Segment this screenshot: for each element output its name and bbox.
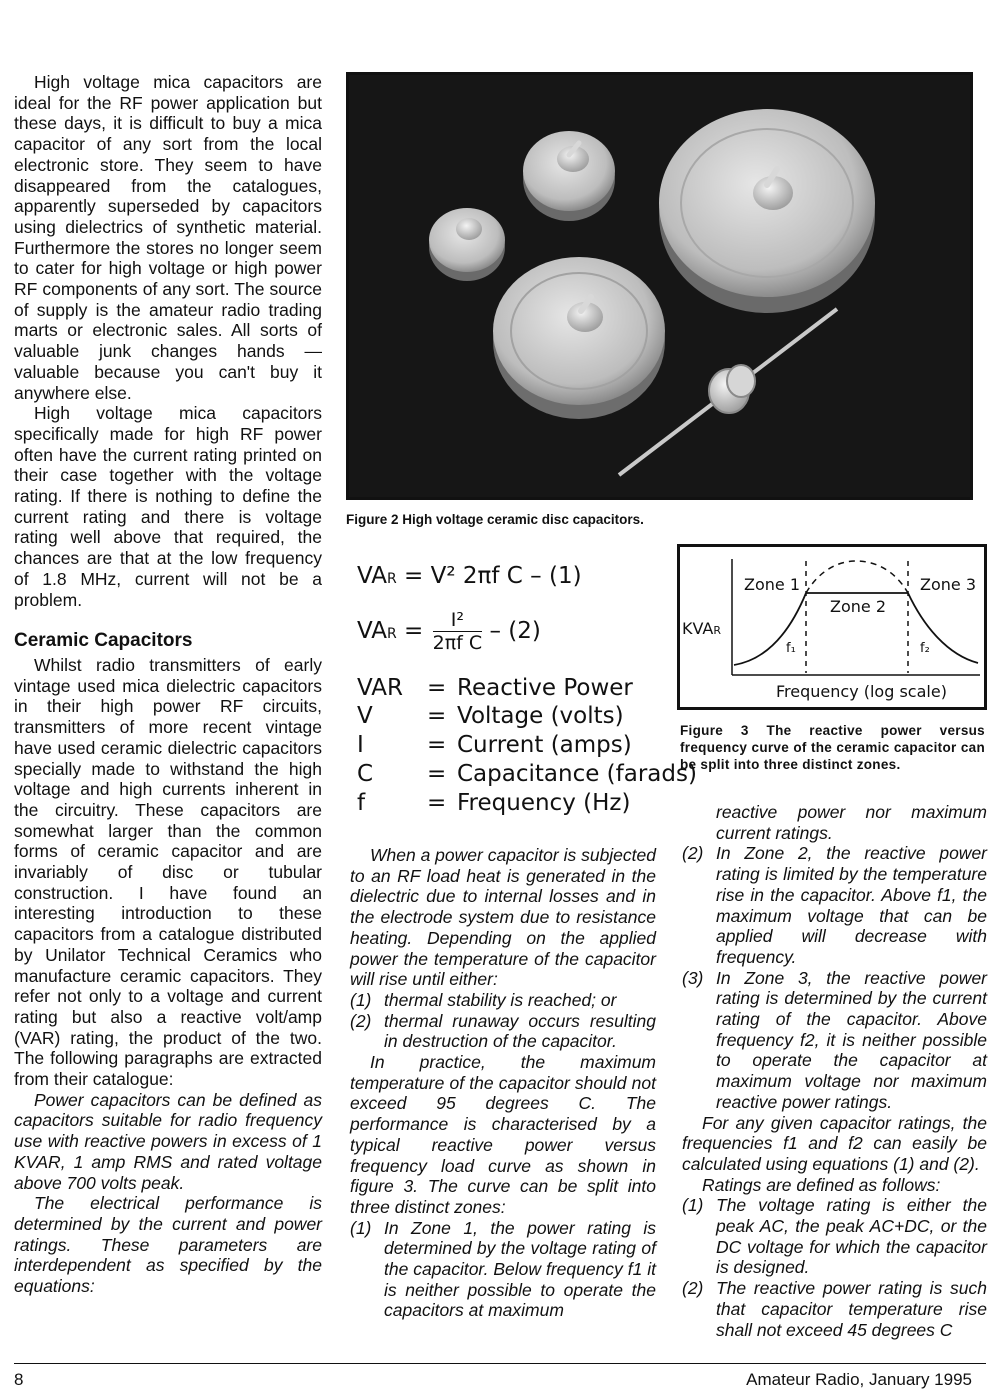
- definition-row: f = Frequency (Hz): [357, 790, 631, 816]
- paragraph: Whilst radio transmitters of early vintage used mica dielectric capacitors in their high power RF circuits, transmitters of more recent vintage have used ceramic dielectric capacitors specially made to withstand the high voltage and high currents inherent in the circuitry. These capacitors are somewhat larger than the common forms of ceramic capacitor and are invariably of disc or tubular construction. I have found an interesting introduction to these capacitors from a catalogue distributed by Unilator Technical Ceramics who manufacture ceramic capacitors. They refer not only to a voltage and current rating but also a reactive volt/amp (VAR) rating, the product of the two. The following paragraphs are extracted from their catalogue:: [14, 654, 322, 1090]
- paragraph: Ratings are defined as follows:: [702, 1174, 941, 1195]
- definition-row: VAR = Reactive Power: [357, 675, 633, 701]
- section-heading: Ceramic Capacitors: [14, 630, 193, 652]
- x-axis-label: Frequency (log scale): [776, 682, 947, 701]
- publication-footer: Amateur Radio, January 1995: [746, 1370, 972, 1389]
- zone-2-label: Zone 2: [830, 597, 886, 616]
- fraction: $\frac{\text{I²}}{\text{2πf C}}$: [432, 609, 483, 654]
- paragraph: High voltage mica capacitors specifically made for high RF power often have the current rating printed on their case together with the voltage rating. If there is nothing to define the current rating and there is voltage rating well above that required, the chances are that at the low frequency of 1.8 MHz, current will not be a problem.: [14, 403, 322, 610]
- figure-3-caption: Figure 3 The reactive power versus frequency curve of the ceramic capacitor can be split into three distinct zones.: [680, 723, 985, 772]
- paragraph: When a power capacitor is subjected to an RF load heat is generated in the dielectric due to internal losses and in the electrode system due to resistance heating. Depending on the applied power the temperature of the capacitor will rise until either:: [350, 845, 656, 990]
- y-axis-label: KVAR: [682, 619, 722, 638]
- ceramic-capacitors-illustration: [349, 75, 970, 497]
- list-item: (2) In Zone 2, the reactive power rating is limited by the temperature rise in the capacitor. Above f1, the maximum voltage that can be applied will decrease with frequency.: [682, 843, 987, 967]
- paragraph: In practice, the maximum temperature of the capacitor should not exceed 95 degrees C. The performance is characterised by a typical reactive power versus frequency load curve as shown in figure 3. The curve can be split into three distinct zones:: [350, 1052, 656, 1217]
- paragraph: High voltage mica capacitors are ideal for the RF power application but these days, it is difficult to buy a mica capacitor of any sort from the local electronic store. They seem to have disappeared from the catalogues, apparently superseded by capacitors using dielectrics of synthetic material. Furthermore the stores no longer seem to cater for high voltage or high power RF components of any sort. The source of supply is the amateur radio trading marts or electronic sales. All sorts of valuable junk changes hands — valuable because you can't buy it anywhere else.: [14, 72, 322, 403]
- list-item: (2) thermal runaway occurs resulting in destruction of the capacitor.: [350, 1010, 656, 1052]
- f2-label: f₂: [920, 641, 930, 656]
- zone-1-label: Zone 1: [744, 575, 800, 594]
- quoted-paragraph: The electrical performance is determined by the current and power ratings. These parameters are interdependent as specified by the equations:: [14, 1193, 322, 1297]
- article-column-1: [14, 72, 322, 1297]
- quoted-paragraph: Power capacitors can be defined as capacitors suitable for radio frequency use with reactive powers in excess of 1 KVAR, 1 amp RMS and rated voltage above 700 volts peak.: [14, 1089, 322, 1193]
- zone-3-label: Zone 3: [920, 575, 976, 594]
- definition-row: I = Current (amps): [357, 732, 632, 758]
- list-item: (2) The reactive power rating is such that capacitor temperature rise shall not exceed 45 degrees C: [682, 1278, 987, 1340]
- paragraph: For any given capacitor ratings, the frequencies f1 and f2 can easily be calculated using equations (1) and (2).: [682, 1112, 987, 1174]
- list-item: (1) The voltage rating is either the peak AC, the peak AC+DC, or the DC voltage for which the capacitor is designed.: [682, 1195, 987, 1278]
- article-column-3: [682, 802, 987, 1340]
- page-number: 8: [14, 1370, 24, 1389]
- list-item: (3) In Zone 3, the reactive power rating is determined by the current rating of the capacitor. Above frequency f2, it is neither possible to operate the capacitor at maximum voltage nor maximum reactive power ratings.: [682, 967, 987, 1112]
- figure-3-diagram: [677, 544, 987, 710]
- f1-label: f₁: [786, 641, 796, 656]
- article-column-2: [350, 845, 656, 1321]
- equation-2: VAR = $\frac{\text{I²}}{\text{2πf C}}$ – (2): [357, 609, 541, 654]
- equation-1: VAR = V² 2πf C – (1): [357, 563, 582, 589]
- footer-divider: [14, 1363, 986, 1364]
- definition-row: C = Capacitance (farads): [357, 761, 697, 787]
- list-item-continuation: reactive power nor maximum current ratings.: [716, 802, 987, 843]
- figure-2-caption: Figure 2 High voltage ceramic disc capacitors.: [346, 512, 644, 527]
- list-item: (1) In Zone 1, the power rating is determined by the voltage rating of the capacitor. Below frequency f1 it is neither possible to operate the capacitors at maximum: [350, 1217, 656, 1321]
- list-item: (1) thermal stability is reached; or: [350, 989, 617, 1010]
- definition-row: V = Voltage (volts): [357, 703, 624, 729]
- capacitor-photo: [346, 72, 973, 500]
